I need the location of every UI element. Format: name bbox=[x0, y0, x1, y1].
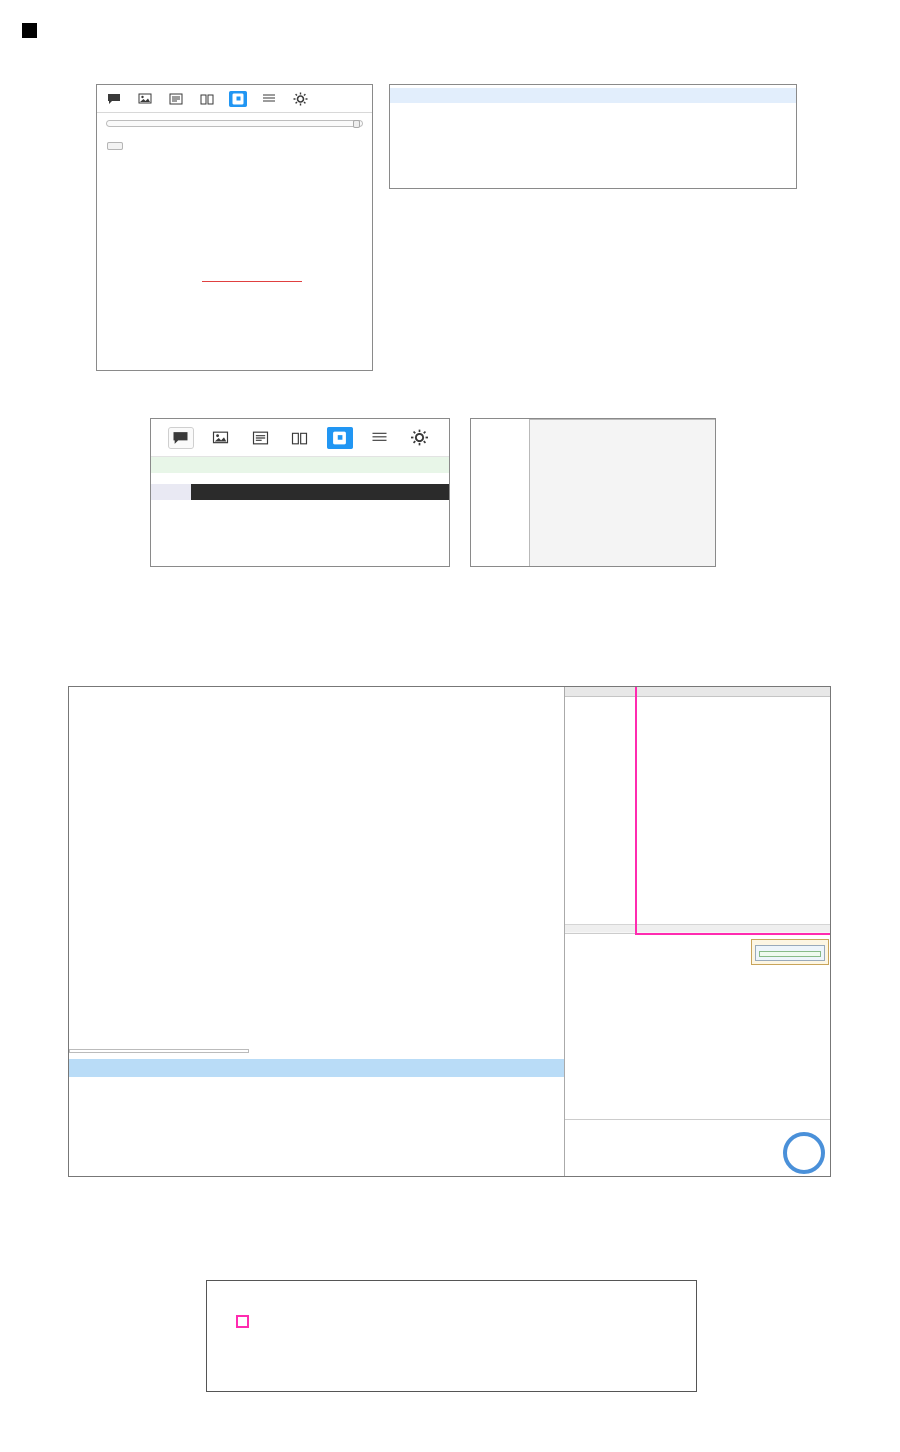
chrome-logo-icon bbox=[783, 1132, 825, 1174]
devtools-whats-new bbox=[565, 1119, 831, 1177]
step1-chat-panel bbox=[150, 418, 450, 567]
slider-knob[interactable] bbox=[353, 120, 360, 128]
settings-toolbar bbox=[97, 85, 372, 113]
chat-icon[interactable] bbox=[168, 427, 194, 449]
gear-icon[interactable] bbox=[291, 91, 309, 107]
chat-snippet-panel bbox=[389, 84, 797, 189]
journal-icon[interactable] bbox=[247, 427, 273, 449]
devtools-panel bbox=[564, 687, 831, 1177]
jukebox-icon[interactable] bbox=[229, 91, 247, 107]
roll20-chat-log bbox=[69, 687, 564, 1177]
image-icon[interactable] bbox=[208, 427, 234, 449]
step1-gm-label bbox=[151, 473, 449, 482]
clear-chat-log-button[interactable] bbox=[107, 142, 123, 150]
red-underline-highlight bbox=[202, 281, 302, 282]
chat-icon[interactable] bbox=[105, 91, 123, 107]
list-icon[interactable] bbox=[366, 427, 392, 449]
jukebox-icon[interactable] bbox=[327, 427, 353, 449]
element-size-tooltip bbox=[69, 1049, 249, 1053]
volume-slider[interactable] bbox=[97, 120, 372, 133]
devtools-breadcrumb bbox=[565, 924, 831, 932]
box-model-padding bbox=[759, 951, 821, 957]
settings-subtitle bbox=[97, 113, 372, 120]
devtools-dom-tree[interactable] bbox=[565, 697, 831, 924]
devtools-screenshot bbox=[68, 686, 831, 1177]
browser-context-menu[interactable] bbox=[529, 419, 716, 567]
image-icon[interactable] bbox=[136, 91, 154, 107]
box-model-margin bbox=[751, 939, 829, 965]
expand-toggle-icon[interactable] bbox=[236, 1315, 249, 1328]
compendium-icon[interactable] bbox=[287, 427, 313, 449]
step2-context-menu-panel bbox=[470, 418, 716, 567]
settings-panel bbox=[96, 84, 373, 371]
step1-last-label bbox=[151, 500, 449, 502]
expanded-tag-code-box bbox=[206, 1280, 697, 1392]
selected-chat-message bbox=[69, 1059, 564, 1077]
box-model-diagram bbox=[751, 939, 829, 1019]
code-first-line bbox=[211, 1285, 690, 1362]
chat-highlighted-message bbox=[390, 88, 796, 103]
devtools-tabs[interactable] bbox=[565, 687, 831, 697]
view-all-chat-link[interactable] bbox=[151, 457, 449, 473]
box-model-border bbox=[755, 945, 825, 961]
step1-toolbar bbox=[151, 419, 449, 457]
bullet-square-icon bbox=[22, 23, 37, 38]
gear-icon[interactable] bbox=[406, 427, 432, 449]
list-icon[interactable] bbox=[260, 91, 278, 107]
step1-black-bar bbox=[151, 484, 449, 500]
journal-icon[interactable] bbox=[167, 91, 185, 107]
compendium-icon[interactable] bbox=[198, 91, 216, 107]
page-title bbox=[22, 18, 46, 46]
